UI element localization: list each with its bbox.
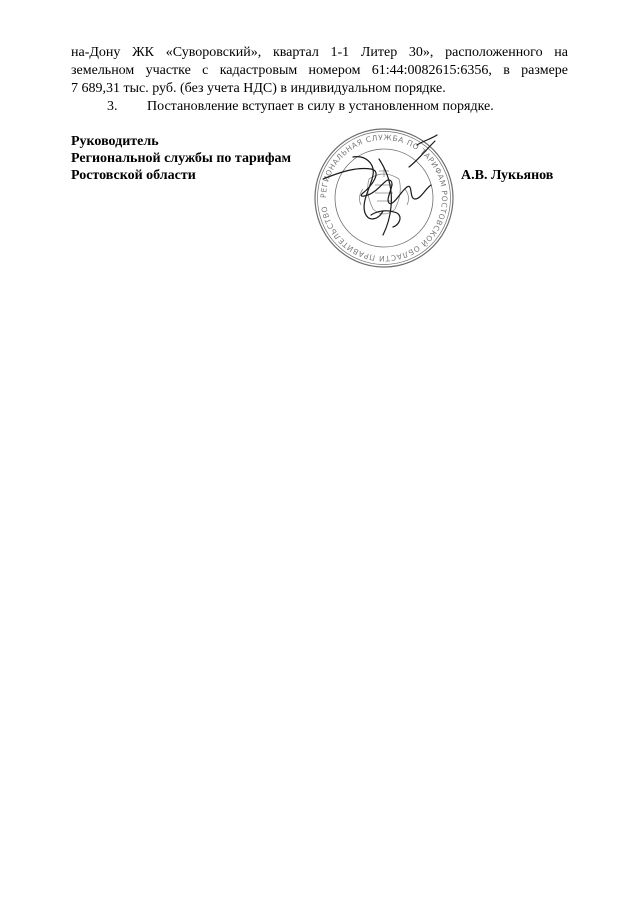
list-item-text: Постановление вступает в силу в установленном порядке.: [147, 99, 494, 114]
paragraph-continuation: [71, 44, 568, 98]
paragraph-line: на-Дону ЖК «Суворовский», квартал 1-1 Литер 30», расположенного на: [71, 45, 568, 60]
list-item-3: [107, 98, 494, 116]
paragraph-line: земельном участке с кадастровым номером 61:44:0082615:6356, в размере: [71, 63, 568, 78]
signatory-name: А.В. Лукьянов: [461, 168, 554, 183]
signatory-title-line: Региональной службы по тарифам: [71, 151, 292, 166]
signatory-title-line: Ростовской области: [71, 168, 196, 183]
signatory-title: [71, 133, 291, 184]
list-item-number: 3.: [107, 99, 118, 114]
signatory-title-line: Руководитель: [71, 134, 159, 149]
paragraph-line: 7 689,31 тыс. руб. (без учета НДС) в индивидуальном порядке.: [71, 81, 446, 96]
official-seal-icon: [313, 127, 455, 269]
seal-ring-text: РЕГИОНАЛЬНАЯ СЛУЖБА ПО ТАРИФАМ РОСТОВСКОЙ ОБЛАСТИ ПРАВИТЕЛЬСТВО: [318, 132, 450, 264]
